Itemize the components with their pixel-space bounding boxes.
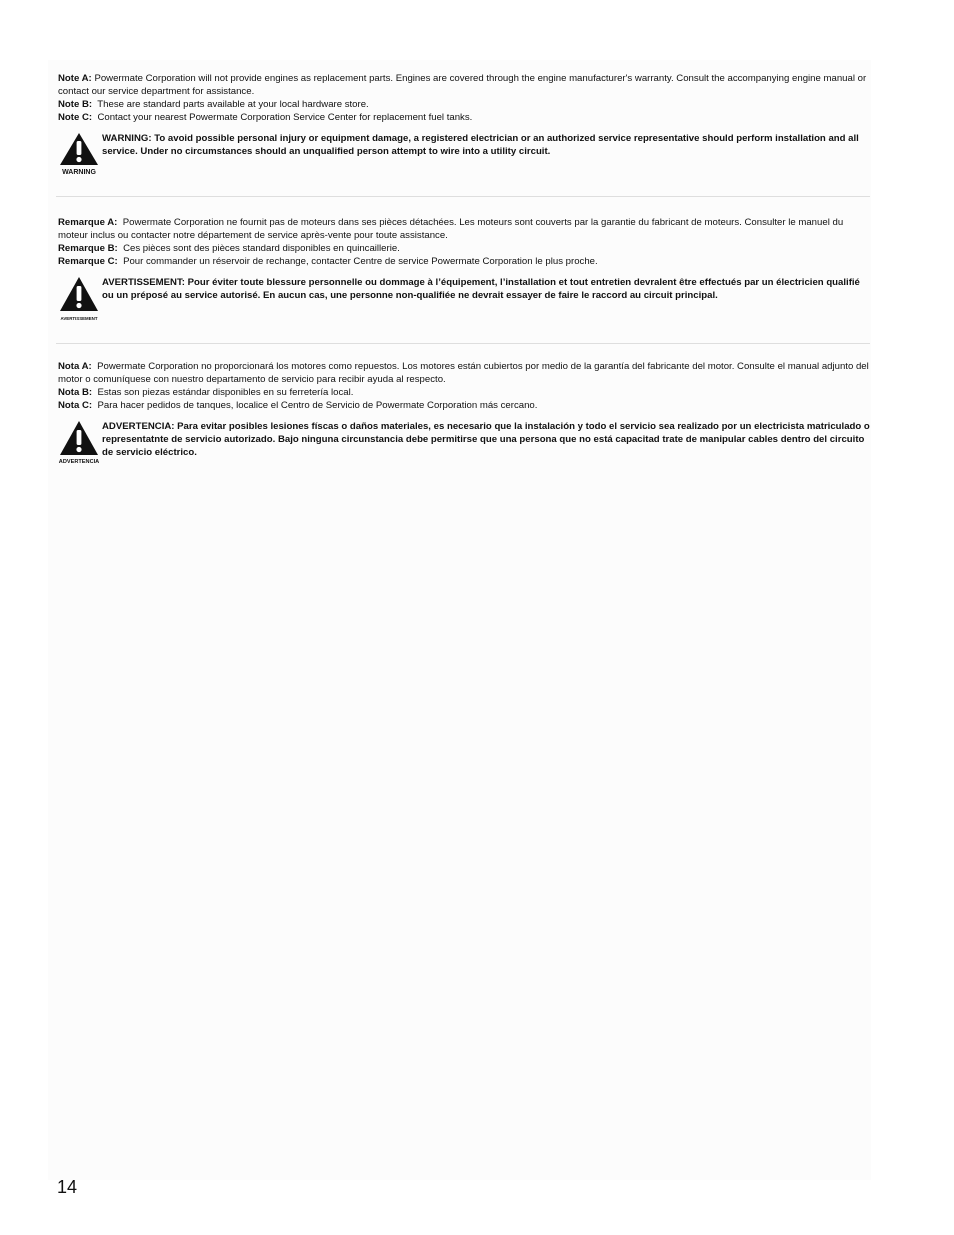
english-warning-block bbox=[58, 132, 870, 176]
english-note-c: Note C: Contact your nearest Powermate Corporation Service Center for replacement fuel tanks. bbox=[58, 112, 473, 123]
spanish-warning-text: ADVERTENCIA: Para evitar posibles lesiones físcas o daños materiales, es necesario que la instalación y todo el servicio sea realizado por un electricista matriculado o representatnte de servicio autorizado. Bajo ninguna circunstancia debe permitirse que una persona que no está capacitad trate de manipular cables dentro del circuito de servicio eléctrico. bbox=[102, 421, 870, 458]
spanish-note-a: Nota A: Powermate Corporation no proporcionará los motores como repuestos. Los motores están cubiertos por medio de la garantía del fabricante del motor. Consulte el manual adjunto del motor o comuníquese con nuestro departamento de servicio para recibir ayuda al respecto. bbox=[58, 361, 869, 385]
french-note-c: Remarque C: Pour commander un réservoir de rechange, contacter Centre de service Powermate Corporation le plus proche. bbox=[58, 256, 598, 267]
warning-caption: WARNING bbox=[62, 169, 96, 176]
french-warning-text: AVERTISSEMENT: Pour éviter toute blessure personnelle ou dommage à l’équipement, l’installation et tout entretien devralent être effectués par un électricien qualifié ou un préposé au service autorisé. En aucun cas, une personne non-qualifiée ne devrait essayer de faire le raccord au circuit principal. bbox=[102, 277, 860, 301]
warning-caption: ADVERTENCIA bbox=[58, 459, 100, 465]
spanish-note-c: Nota C: Para hacer pedidos de tanques, localice el Centro de Servicio de Powermate Corporation más cercano. bbox=[58, 400, 538, 411]
warning-caption: AVERTISSEMENT bbox=[60, 316, 98, 321]
english-note-a: Note A: Powermate Corporation will not provide engines as replacement parts. Engines are covered through the engine manufacturer's warranty. Consult the accompanying engine manual or contact our service department for assistance. bbox=[58, 73, 867, 97]
spanish-section bbox=[58, 360, 870, 465]
warning-triangle-icon bbox=[58, 276, 100, 325]
section-divider bbox=[56, 196, 870, 197]
french-warning-block bbox=[58, 276, 870, 321]
section-divider bbox=[56, 343, 870, 344]
french-note-a: Remarque A: Powermate Corporation ne fournit pas de moteurs dans ses pièces détachées. Les moteurs sont couverts par la garantie du fabricant de moteurs. Consulter le manuel du moteur inclus ou contacter notre département de service après-vente pour toute assistance. bbox=[58, 217, 844, 241]
english-section bbox=[58, 72, 870, 176]
french-note-b: Remarque B: Ces pièces sont des pièces standard disponibles en quincaillerie. bbox=[58, 243, 400, 254]
spanish-note-b: Nota B: Estas son piezas estándar disponibles en su ferretería local. bbox=[58, 387, 354, 398]
english-warning-text: WARNING: To avoid possible personal injury or equipment damage, a registered electrician or an authorized service representative should perform installation and all service. Under no circumstances should an unqualified person attempt to wire into a utility circuit. bbox=[102, 133, 859, 157]
page-number: 14 bbox=[57, 1177, 78, 1197]
english-note-b: Note B: These are standard parts available at your local hardware store. bbox=[58, 99, 369, 110]
spanish-warning-block bbox=[58, 420, 870, 465]
french-section bbox=[58, 216, 870, 321]
warning-triangle-icon bbox=[58, 132, 100, 179]
warning-triangle-icon bbox=[58, 420, 100, 469]
